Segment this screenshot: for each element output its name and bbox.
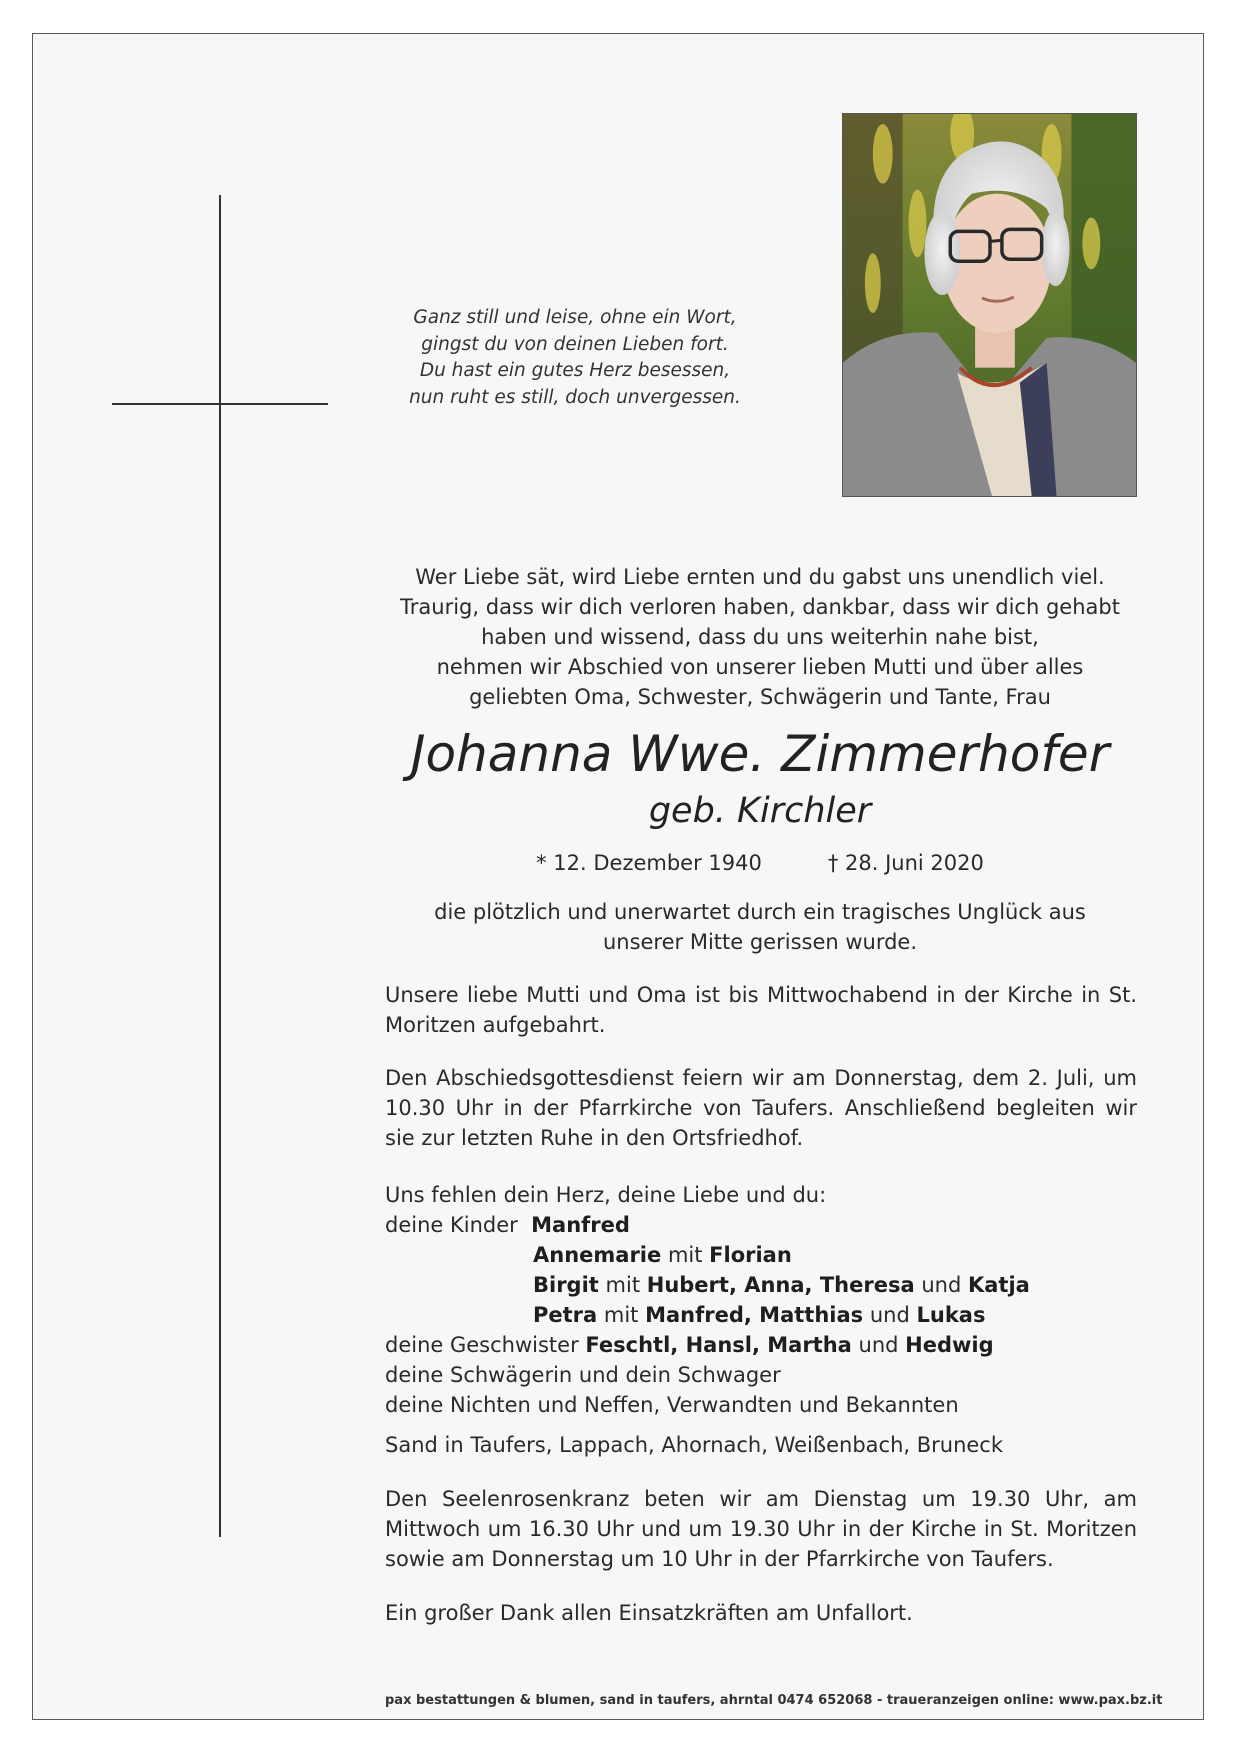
child-name: Petra — [533, 1303, 598, 1327]
family-row — [385, 1300, 1145, 1330]
child-name: Manfred — [531, 1213, 630, 1237]
places-line: Sand in Taufers, Lappach, Ahornach, Weißenbach, Bruneck — [385, 1433, 1004, 1457]
funeral-paragraph: Den Abschiedsgottesdienst feiern wir am Donnerstag, dem 2. Juli, um 10.30 Uhr in der Pfarrkirche von Taufers. Anschließend begleiten wir sie zur letzten Ruhe in den Ortsfriedhof. — [385, 1066, 1137, 1150]
family-intro: Uns fehlen dein Herz, deine Liebe und du: — [385, 1183, 827, 1207]
child-name: Birgit — [533, 1273, 599, 1297]
thanks-line: Ein großer Dank allen Einsatzkräften am Unfallort. — [385, 1601, 913, 1625]
family-list — [385, 1180, 1145, 1420]
sibling-name: Hedwig — [905, 1333, 994, 1357]
death-date: † 28. Juni 2020 — [827, 851, 984, 875]
family-row — [385, 1240, 1145, 1270]
siblings-label: deine Geschwister — [385, 1333, 579, 1357]
intro-line: Traurig, dass wir dich verloren haben, dankbar, dass wir dich gehabt — [400, 595, 1120, 619]
portrait-photo — [842, 113, 1137, 497]
family-row-siblings — [385, 1330, 1145, 1360]
poem-line: Ganz still und leise, ohne ein Wort, — [413, 307, 737, 328]
family-row-relatives: deine Nichten und Neffen, Verwandten und Bekannten — [385, 1393, 959, 1417]
poem — [370, 305, 780, 411]
relative-name: Katja — [967, 1273, 1030, 1297]
circumstance-text — [370, 897, 1150, 957]
laid-out-paragraph: Unsere liebe Mutti und Oma ist bis Mittwochabend in der Kirche in St. Moritzen aufgebahrt. — [385, 983, 1137, 1037]
connector: und — [858, 1333, 899, 1357]
intro-line: geliebten Oma, Schwester, Schwägerin und Tante, Frau — [469, 685, 1051, 709]
relative-name: Florian — [709, 1243, 792, 1267]
family-row-in-laws: deine Schwägerin und dein Schwager — [385, 1363, 781, 1387]
poem-line: gingst du von deinen Lieben fort. — [421, 333, 729, 355]
intro-line: haben und wissend, dass du uns weiterhin nahe bist, — [481, 625, 1039, 649]
intro-line: Wer Liebe sät, wird Liebe ernten und du gabst uns unendlich viel. — [415, 565, 1105, 589]
cross-vertical-bar — [219, 195, 221, 1537]
relative-names: Manfred, Matthias — [645, 1303, 864, 1327]
connector: mit — [667, 1243, 703, 1267]
portrait-illustration — [843, 114, 1136, 496]
footer-contact: pax bestattungen & blumen, sand in taufers, ahrntal 0474 652068 - traueranzeigen online: www.pax.bz.it — [385, 1693, 1163, 1708]
relative-names: Hubert, Anna, Theresa — [646, 1273, 915, 1297]
intro-text — [370, 562, 1150, 712]
connector: mit — [603, 1303, 639, 1327]
life-dates — [370, 848, 1150, 878]
connector: mit — [605, 1273, 641, 1297]
deceased-name: Johanna Wwe. Zimmerhofer — [410, 725, 1110, 783]
birth-date: * 12. Dezember 1940 — [536, 851, 762, 875]
poem-line: Du hast ein gutes Herz besessen, — [419, 360, 731, 381]
poem-line: nun ruht es still, doch unvergessen. — [409, 386, 741, 408]
sibling-names: Feschtl, Hansl, Martha — [585, 1333, 852, 1357]
child-name: Annemarie — [533, 1243, 662, 1267]
intro-line: nehmen wir Abschied von unserer lieben Mutti und über alles — [436, 655, 1084, 679]
rosary-paragraph: Den Seelenrosenkranz beten wir am Dienstag um 19.30 Uhr, am Mittwoch um 16.30 Uhr und um 19.30 Uhr in der Kirche in St. Moritzen sowie am Donnerstag um 10 Uhr in der Pfarrkirche von Taufers. — [385, 1487, 1137, 1571]
family-row-children — [385, 1210, 1145, 1240]
circumstance-line: unserer Mitte gerissen wurde. — [602, 930, 918, 954]
relative-name: Lukas — [916, 1303, 986, 1327]
cross-horizontal-bar — [112, 403, 328, 405]
maiden-name: geb. Kirchler — [648, 791, 872, 831]
children-label: deine Kinder — [385, 1213, 518, 1237]
family-row — [385, 1270, 1145, 1300]
connector: und — [869, 1303, 910, 1327]
circumstance-line: die plötzlich und unerwartet durch ein tragisches Unglück aus — [434, 900, 1086, 924]
connector: und — [921, 1273, 962, 1297]
